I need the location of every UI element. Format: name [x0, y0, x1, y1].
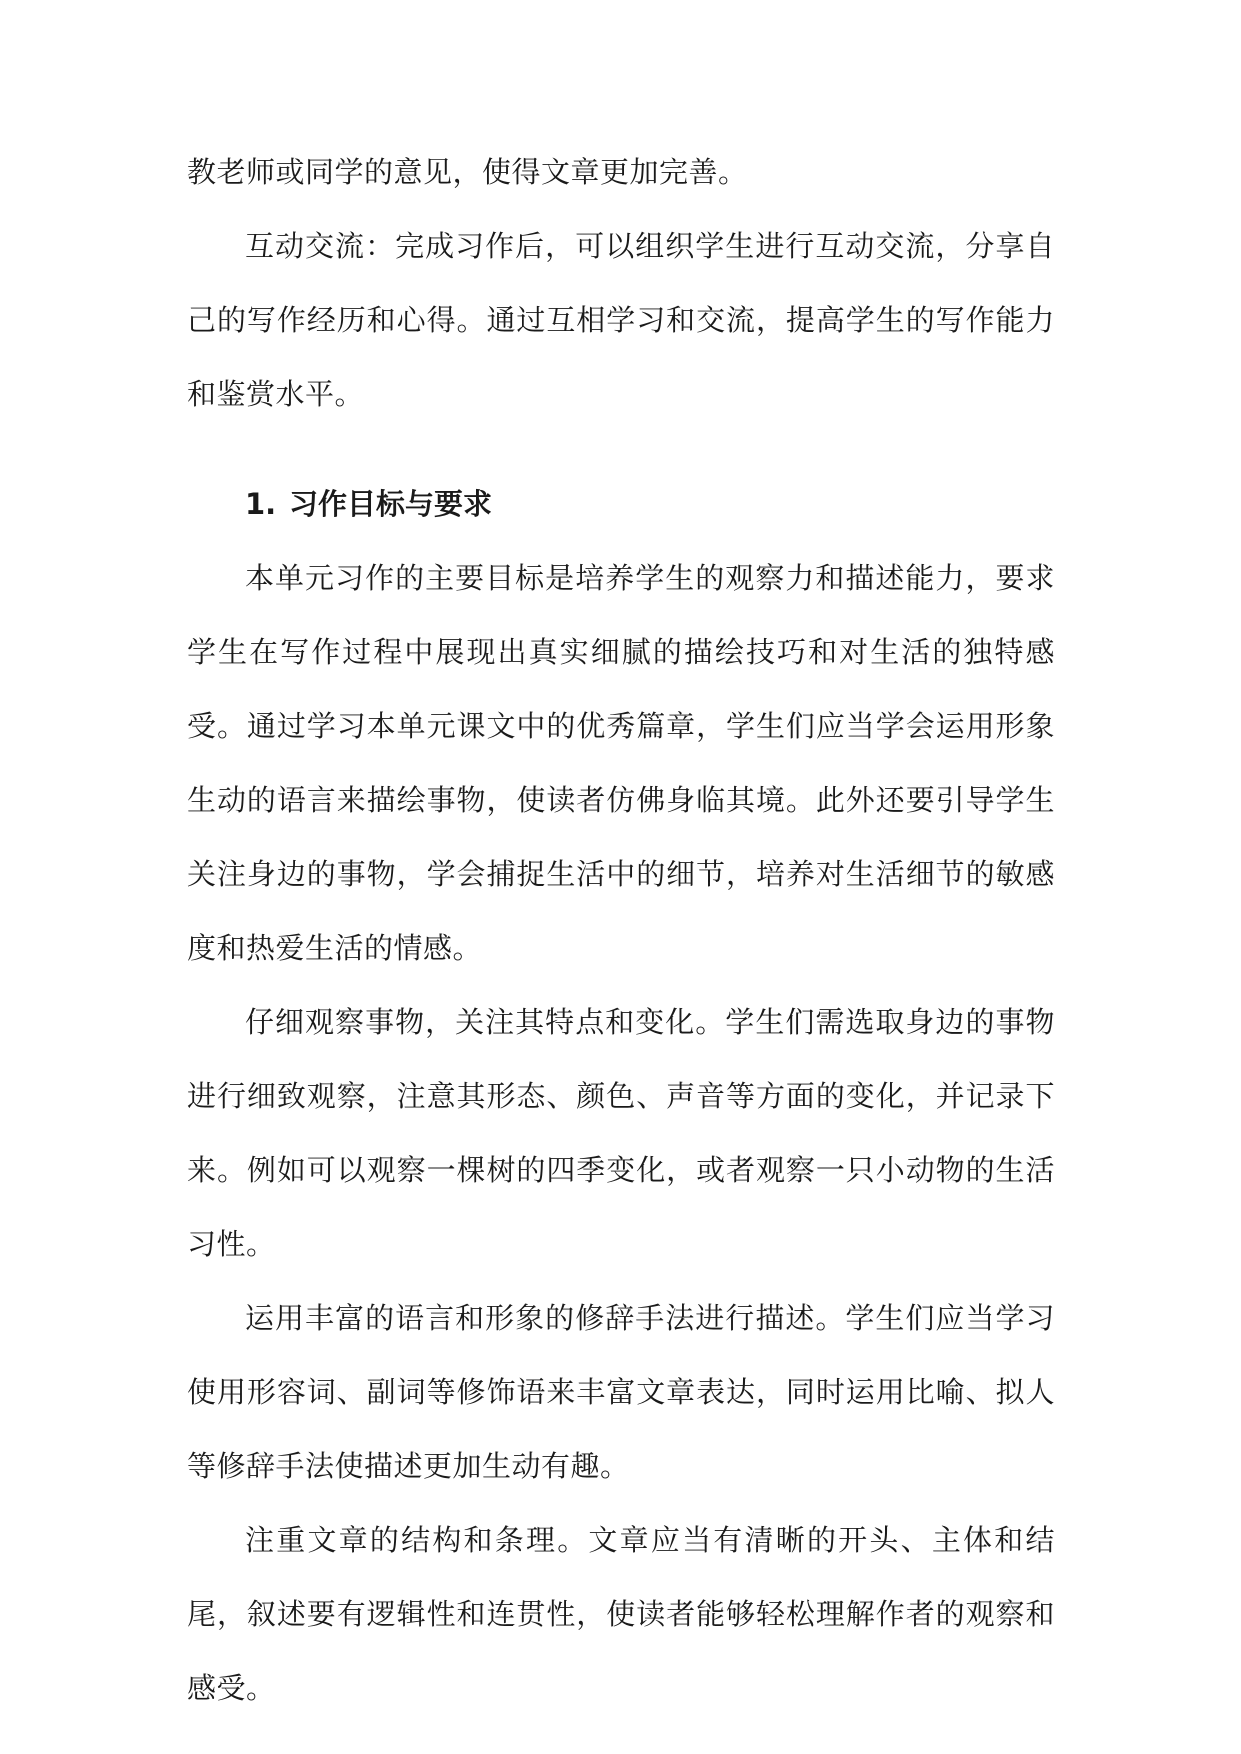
paragraph-interaction: 互动交流：完成习作后，可以组织学生进行互动交流，分享自己的写作经历和心得。通过互相学习和交流，提高学生的写作能力和鉴赏水平。 [187, 229, 1055, 411]
paragraph-language: 运用丰富的语言和形象的修辞手法进行描述。学生们应当学习使用形容词、副词等修饰语来丰富文章表达，同时运用比喻、拟人等修辞手法使描述更加生动有趣。 [187, 1301, 1055, 1483]
section-number: 1. [245, 487, 277, 521]
paragraph-goals: 本单元习作的主要目标是培养学生的观察力和描述能力，要求学生在写作过程中展现出真实细腻的描绘技巧和对生活的独特感受。通过学习本单元课文中的优秀篇章，学生们应当学会运用形象生动的语言来描绘事物，使读者仿佛身临其境。此外还要引导学生关注身边的事物，学会捕捉生活中的细节，培养对生活细节的敏感度和热爱生活的情感。 [187, 561, 1055, 965]
document-body [187, 135, 1055, 1725]
paragraph-continuation: 教老师或同学的意见，使得文章更加完善。 [187, 155, 748, 189]
paragraph-structure: 注重文章的结构和条理。文章应当有清晰的开头、主体和结尾，叙述要有逻辑性和连贯性，使读者能够轻松理解作者的观察和感受。 [187, 1523, 1055, 1705]
section-title: 习作目标与要求 [289, 487, 493, 521]
paragraph-observe: 仔细观察事物，关注其特点和变化。学生们需选取身边的事物进行细致观察，注意其形态、颜色、声音等方面的变化，并记录下来。例如可以观察一棵树的四季变化，或者观察一只小动物的生活习性。 [187, 1005, 1055, 1261]
section-heading [187, 467, 1055, 541]
